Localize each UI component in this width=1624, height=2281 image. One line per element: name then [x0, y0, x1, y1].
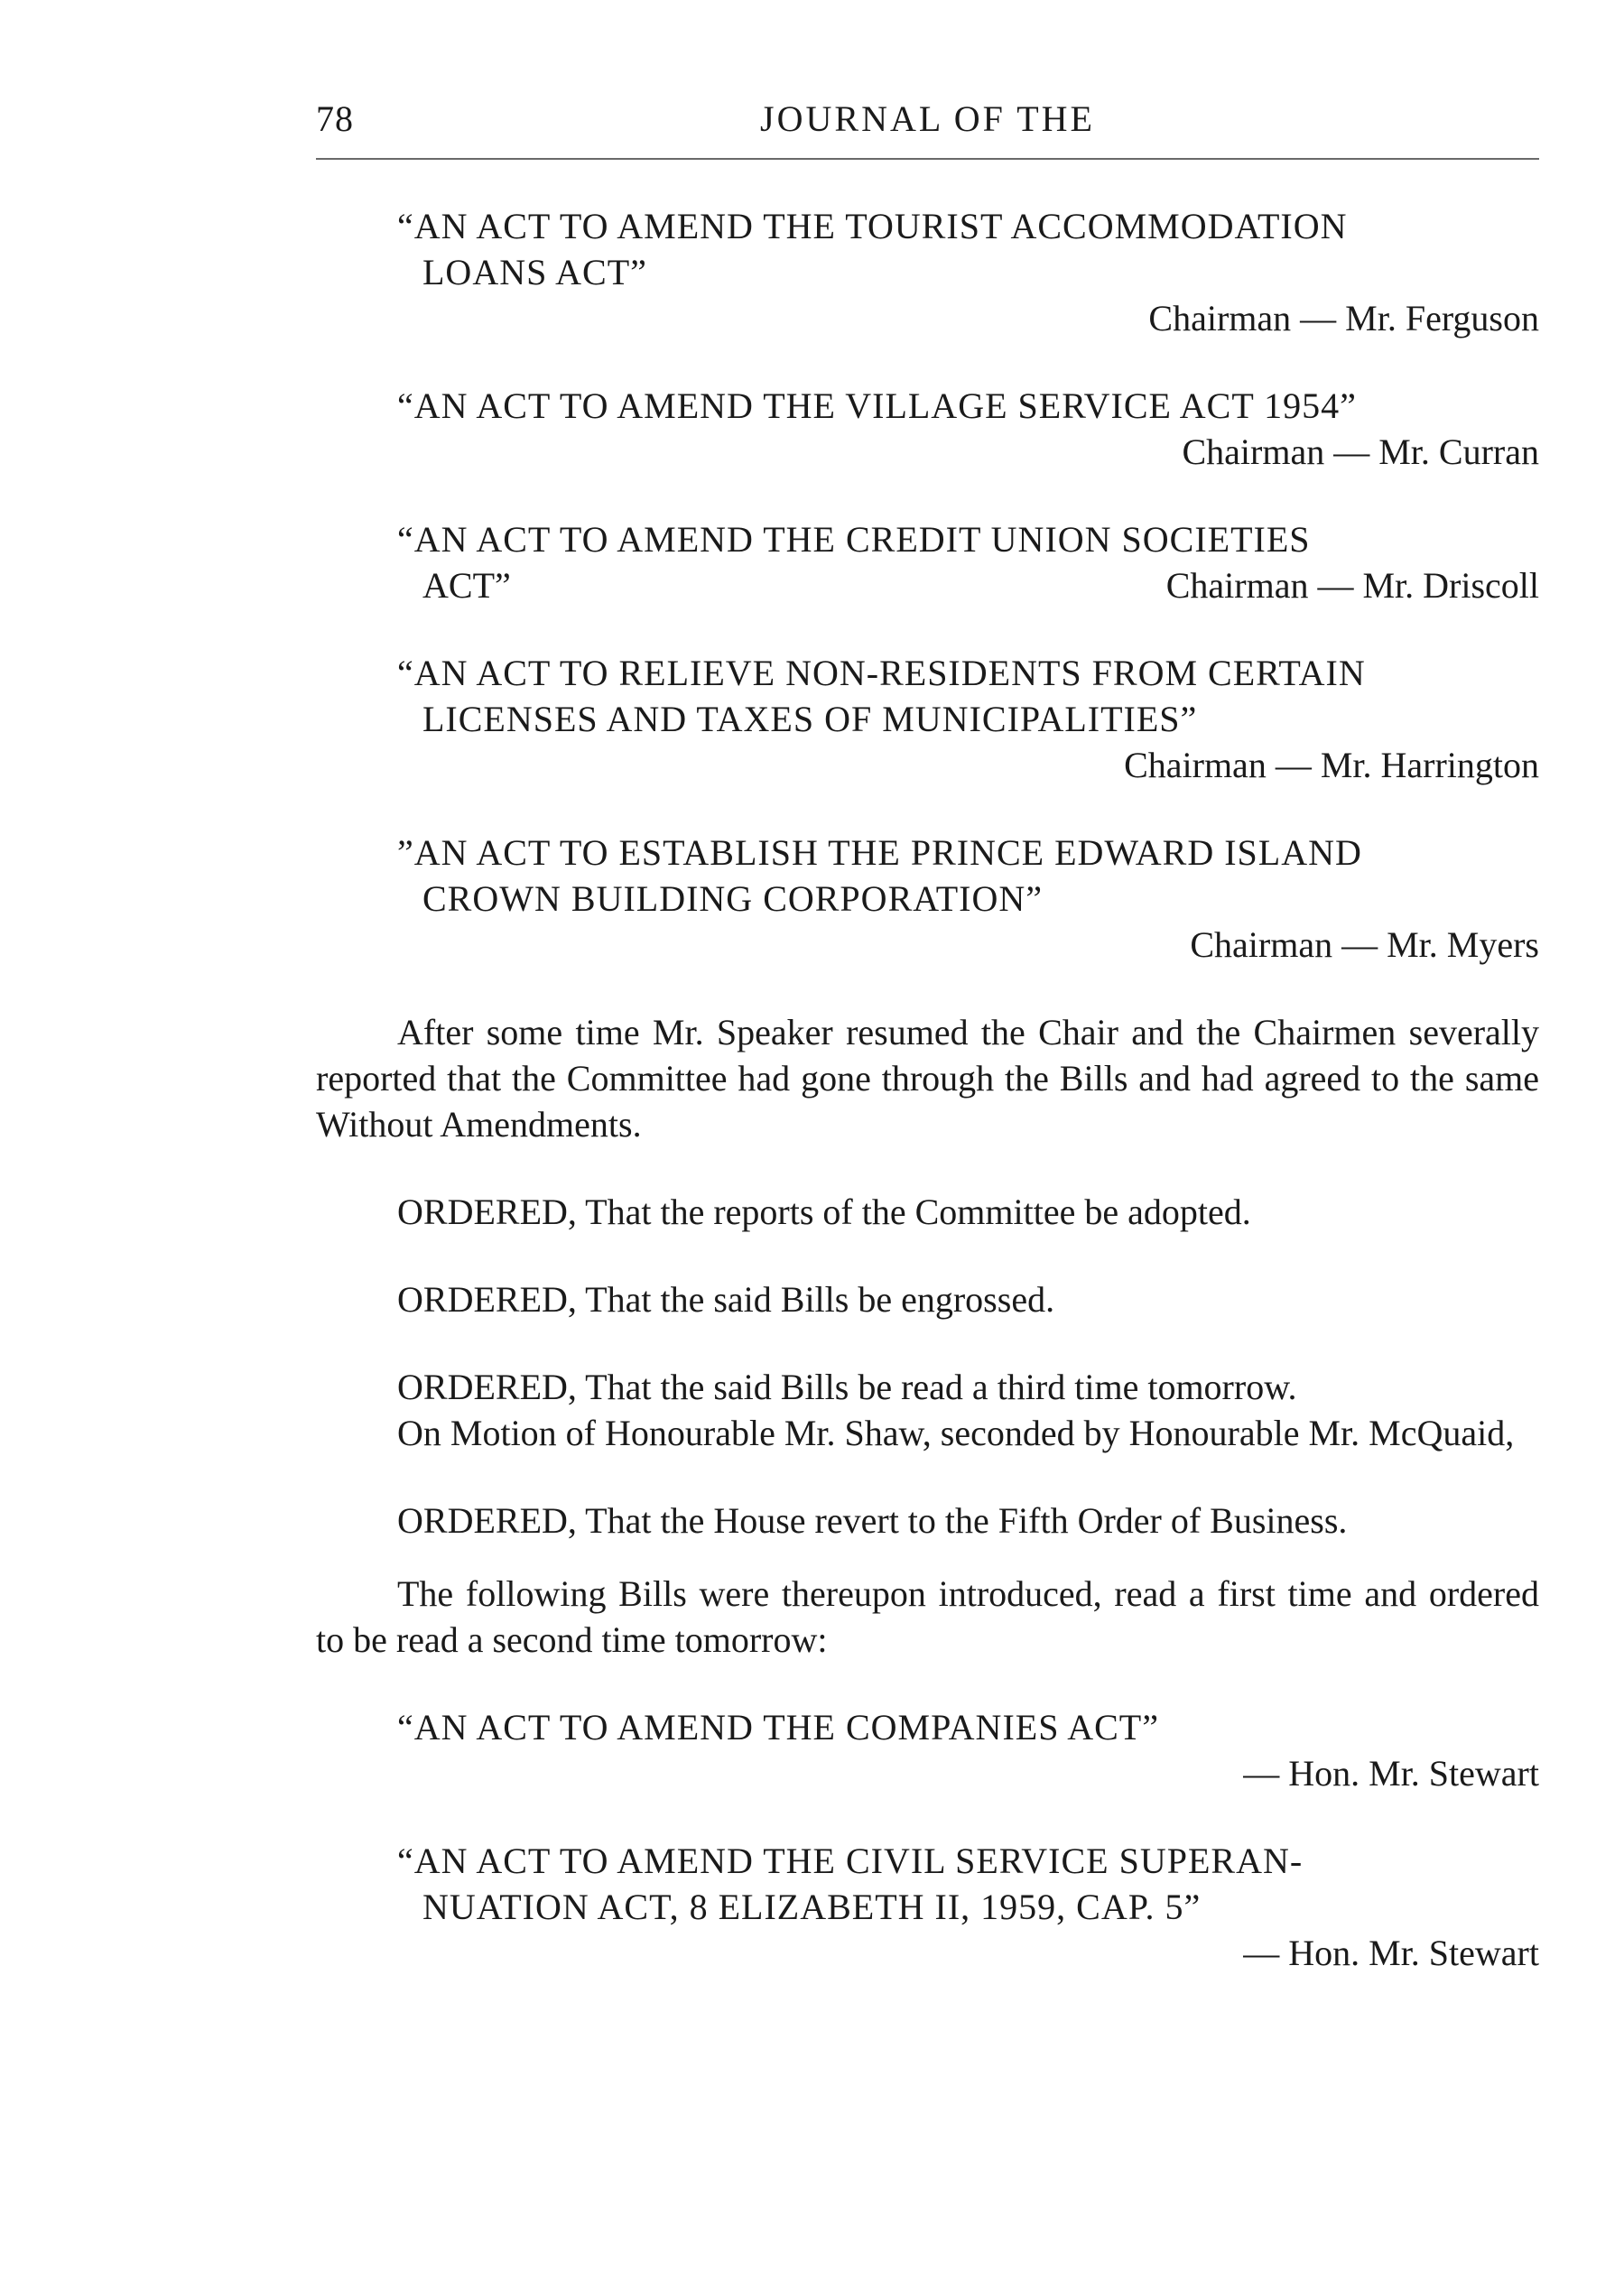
introduced-bill	[397, 1704, 1539, 1796]
bill-chairman: Chairman — Mr. Curran	[1182, 431, 1539, 472]
bill-title-line: “AN ACT TO AMEND THE VILLAGE SERVICE ACT 1954”	[397, 385, 1357, 426]
bill-title-line: “AN ACT TO AMEND THE CREDIT UNION SOCIETIES	[397, 519, 1311, 560]
paragraph-ordered-third-reading: ORDERED, That the said Bills be read a third time tomorrow.	[397, 1367, 1297, 1407]
bill-title	[397, 830, 1539, 922]
bill-title-line: NUATION ACT, 8 ELIZABETH II, 1959, CAP. 5”	[422, 1887, 1202, 1927]
bill-chairman: Chairman — Mr. Driscoll	[1165, 565, 1539, 606]
bill-title-line: CROWN BUILDING CORPORATION”	[422, 878, 1043, 919]
introduced-bill	[397, 1838, 1539, 1976]
bill-chairman: Chairman — Mr. Myers	[1190, 924, 1539, 965]
bill-title-line: LOANS ACT”	[422, 252, 647, 292]
committee-bill	[397, 830, 1539, 968]
paragraph-ordered-revert: ORDERED, That the House revert to the Fifth Order of Business.	[397, 1500, 1348, 1541]
bill-title-line: ”AN ACT TO ESTABLISH THE PRINCE EDWARD ISLAND	[397, 832, 1362, 873]
bill-sponsor: — Hon. Mr. Stewart	[1243, 1933, 1539, 1973]
paragraph-following-bills: The following Bills were thereupon introduced, read a first time and ordered to be read a second time tomorrow:	[316, 1573, 1539, 1660]
committee-bill	[397, 516, 1539, 608]
bill-title	[397, 650, 1539, 742]
paragraph-ordered-reports: ORDERED, That the reports of the Committee be adopted.	[397, 1191, 1251, 1232]
bill-title-line: “AN ACT TO AMEND THE TOURIST ACCOMMODATION	[397, 206, 1348, 246]
bill-title	[397, 383, 1539, 429]
page-number: 78	[316, 98, 354, 139]
bill-title-with-chairman	[397, 562, 1539, 608]
committee-bill	[397, 650, 1539, 788]
header-rule	[316, 158, 1539, 160]
bill-chairman: Chairman — Mr. Harrington	[1124, 745, 1539, 785]
running-head: JOURNAL OF THE	[760, 98, 1095, 139]
paragraph-committee-report: After some time Mr. Speaker resumed the Chair and the Chairmen severally reported that the Committee had gone through the Bills and had agreed to the same Without Amendments.	[316, 1012, 1539, 1145]
paragraph-ordered-engrossed: ORDERED, That the said Bills be engrossed.	[397, 1279, 1055, 1320]
bill-title	[397, 516, 1539, 562]
bill-title	[397, 203, 1539, 295]
bill-chairman: Chairman — Mr. Ferguson	[1148, 298, 1539, 338]
bill-title-line: LICENSES AND TAXES OF MUNICIPALITIES”	[422, 699, 1198, 739]
bill-title	[397, 1704, 1539, 1750]
bill-title-line: “AN ACT TO AMEND THE COMPANIES ACT”	[397, 1707, 1159, 1748]
committee-bill	[397, 383, 1539, 475]
bill-title-line: “AN ACT TO RELIEVE NON-RESIDENTS FROM CERTAIN	[397, 653, 1366, 693]
committee-bill	[397, 203, 1539, 341]
bill-sponsor: — Hon. Mr. Stewart	[1243, 1753, 1539, 1794]
journal-body	[316, 203, 1539, 2017]
bill-title-line: “AN ACT TO AMEND THE CIVIL SERVICE SUPERAN-	[397, 1841, 1304, 1881]
page-header	[316, 97, 1539, 152]
paragraph-on-motion: On Motion of Honourable Mr. Shaw, seconded by Honourable Mr. McQuaid,	[397, 1413, 1515, 1453]
bill-title-line: ACT”	[422, 565, 511, 606]
bill-title	[397, 1838, 1539, 1930]
